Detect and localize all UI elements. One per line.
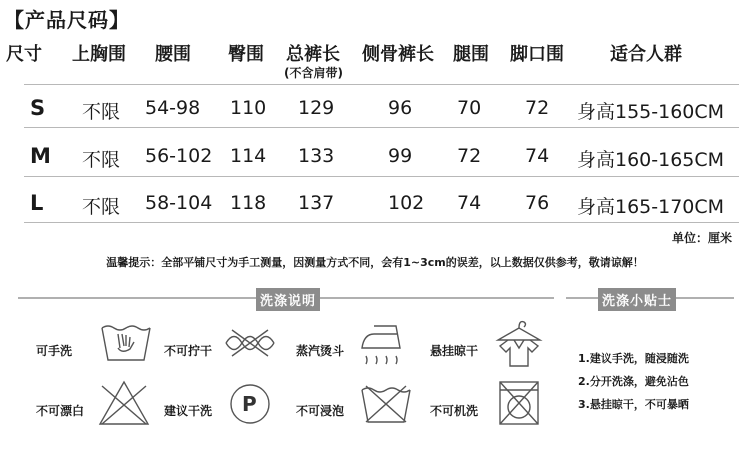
table-cell: 114 [230, 145, 267, 167]
no-soak-icon [358, 382, 414, 426]
divider [24, 127, 739, 128]
col-header-waist: 腰围 [155, 44, 191, 65]
hang-dry-icon [494, 318, 544, 370]
wash-label: 不可漂白 [36, 404, 85, 418]
table-cell: 110 [230, 97, 267, 119]
wash-label: 不可拧干 [164, 344, 213, 358]
table-cell: 身高155-160CM [577, 101, 725, 123]
table-cell: 72 [457, 145, 482, 167]
unit-note: 单位：厘米 [671, 231, 732, 245]
measurement-tip: 温馨提示：全部平铺尺寸为手工测量，因测量方式不同，会有1~3cm的误差，以上数据仅供参考，敬请谅解！ [106, 256, 644, 269]
divider [24, 84, 739, 85]
table-cell: 不限 [82, 101, 121, 123]
care-tip: 1.建议手洗，随浸随洗 [578, 352, 689, 365]
table-cell: 129 [298, 97, 335, 119]
divider [24, 222, 739, 223]
table-cell: 118 [230, 192, 267, 214]
col-header-total-length-note: (不含肩带) [284, 66, 343, 80]
col-header-bust: 上胸围 [72, 44, 126, 65]
no-wring-icon [222, 326, 278, 360]
table-cell: 56-102 [145, 145, 213, 167]
table-cell: 74 [525, 145, 550, 167]
care-tip: 2.分开洗涤，避免沾色 [578, 375, 689, 388]
col-header-hem: 脚口围 [510, 44, 564, 65]
size-label: S [30, 96, 46, 120]
wash-label: 可手洗 [36, 344, 73, 358]
tips-title-banner: 洗涤小贴士 [598, 288, 676, 311]
table-cell: 不限 [82, 196, 121, 218]
hand-wash-icon [98, 322, 154, 366]
table-cell: 99 [388, 145, 413, 167]
table-cell: 74 [457, 192, 482, 214]
table-cell: 不限 [82, 149, 121, 171]
col-header-size: 尺寸 [6, 44, 42, 65]
section-title: 【产品尺码】 [4, 8, 130, 32]
wash-label: 不可浸泡 [296, 404, 345, 418]
col-header-hip: 臀围 [228, 44, 264, 65]
dry-clean-glyph: P [242, 392, 257, 416]
table-cell: 96 [388, 97, 413, 119]
col-header-thigh: 腿围 [453, 44, 489, 65]
table-cell: 102 [388, 192, 425, 214]
size-label: L [30, 191, 44, 215]
divider [24, 176, 739, 177]
no-machine-wash-icon [496, 378, 542, 428]
size-label: M [30, 144, 51, 168]
steam-iron-icon [356, 322, 414, 370]
wash-label: 建议干洗 [164, 404, 213, 418]
table-cell: 身高165-170CM [577, 196, 725, 218]
wash-label: 不可机洗 [430, 404, 479, 418]
care-tip: 3.悬挂晾干，不可暴晒 [578, 398, 689, 411]
table-cell: 70 [457, 97, 482, 119]
table-cell: 58-104 [145, 192, 213, 214]
table-cell: 72 [525, 97, 550, 119]
wash-label: 悬挂晾干 [430, 344, 479, 358]
col-header-side-length: 侧骨裤长 [362, 44, 434, 65]
table-cell: 137 [298, 192, 335, 214]
table-cell: 身高160-165CM [577, 149, 725, 171]
wash-label: 蒸汽烫斗 [296, 344, 345, 358]
table-cell: 76 [525, 192, 550, 214]
no-bleach-icon [96, 378, 152, 428]
table-cell: 133 [298, 145, 335, 167]
col-header-total-length: 总裤长 [286, 44, 340, 65]
col-header-fit: 适合人群 [610, 44, 682, 65]
wash-title-banner: 洗涤说明 [256, 288, 320, 311]
table-cell: 54-98 [145, 97, 201, 119]
